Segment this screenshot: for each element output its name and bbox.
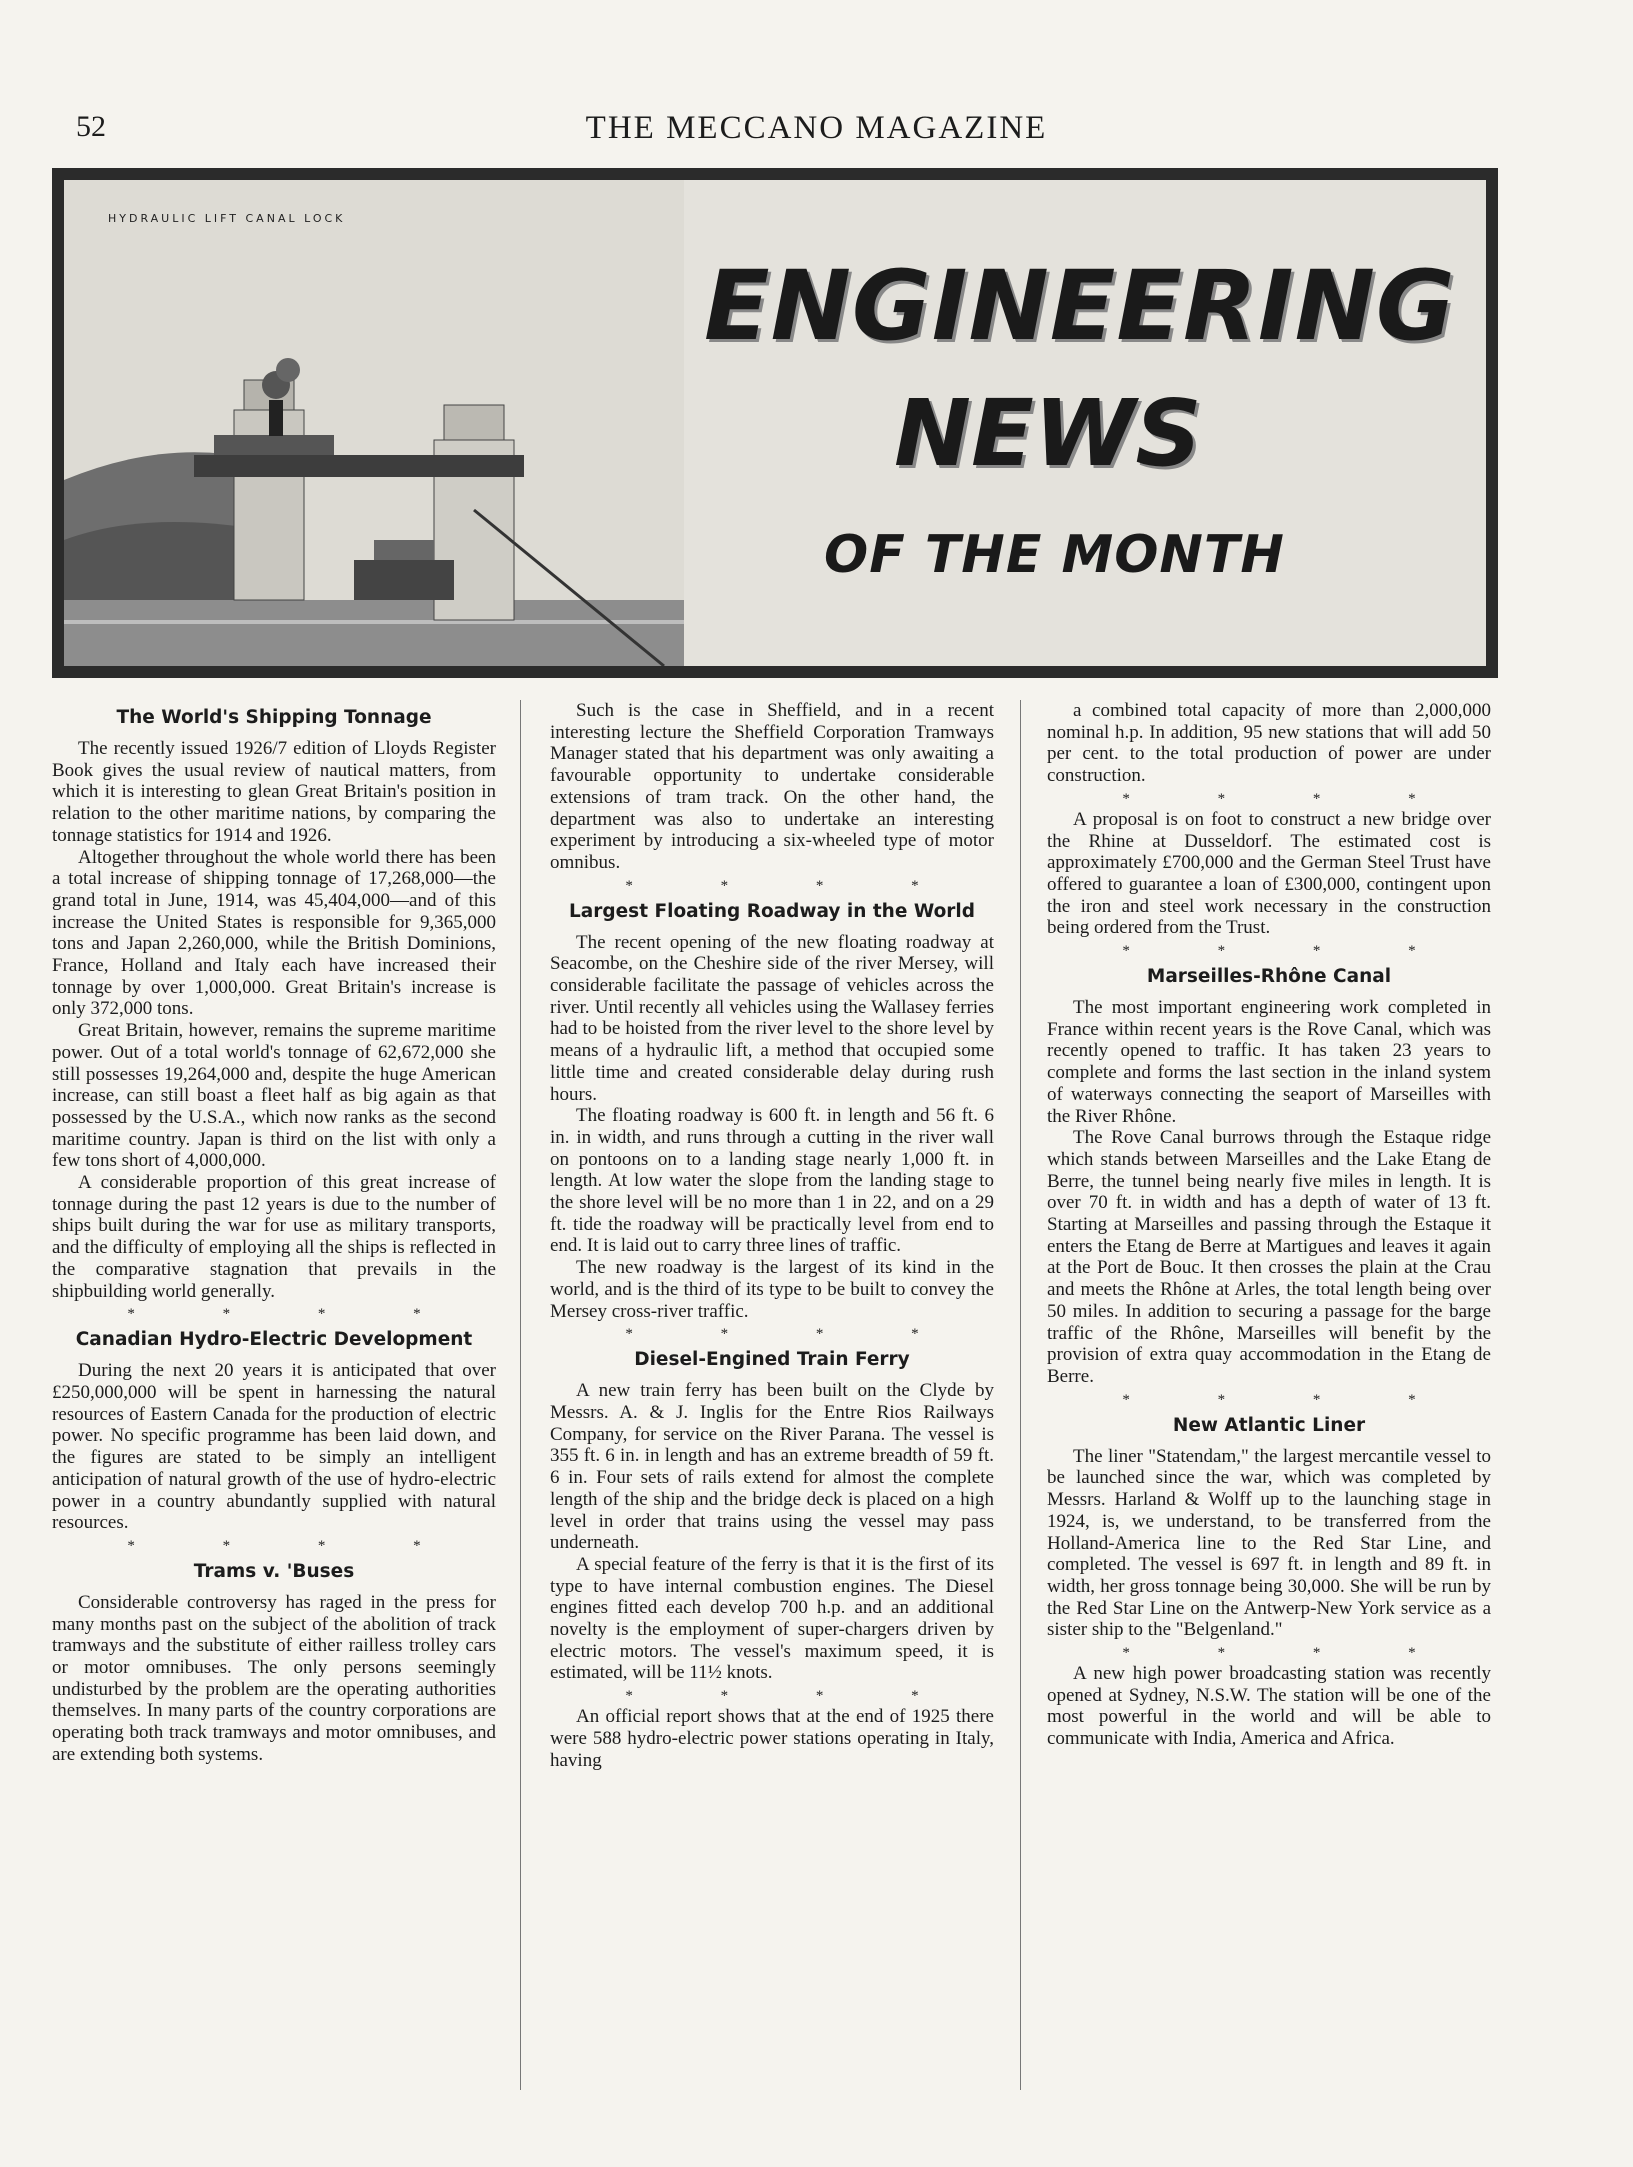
asterisk-separator: * * * * [625,1326,961,1343]
article-paragraph: The new roadway is the largest of its kind in the world, and is the third of its type to be built to convey the Mersey cross-river traffic. [550,1257,994,1322]
article-paragraph: A new high power broadcasting station was recently opened at Sydney, N.S.W. The station will be one of the most powerful in the world and will be able to communicate with India, America and Africa. [1047,1663,1491,1750]
article-paragraph: Great Britain, however, remains the supreme maritime power. Out of a total world's tonnage of 62,672,000 she still possesses 19,264,000 and, despite the huge American increase, can still boast a fleet half as big again as that possessed by the U.S.A., which now ranks as the second maritime country. Japan is third on the list with only a few tons short of 4,000,000. [52,1020,496,1172]
article-paragraph: A new train ferry has been built on the Clyde by Messrs. A. & J. Inglis for the Entre Rios Railways Company, for service on the River Parana. The vessel is 355 ft. 6 in. in length and has an extreme breadth of 59 ft. 6 in. Four sets of rails extend for almost the complete length of the ship and the bridge deck is placed on a high level in order that trains using the vessel may pass underneath. [550,1380,994,1554]
asterisk-separator: * * * * [625,1688,961,1705]
page-number: 52 [76,110,106,143]
asterisk-separator: * * * * [1122,1391,1458,1408]
article-paragraph: The recently issued 1926/7 edition of Lloyds Register Book gives the usual review of nautical matters, from which it is interesting to glean Great Britain's position in relation to the other maritime nations, by comparing the tonnage statistics for 1914 and 1926. [52,738,496,846]
article-paragraph: The floating roadway is 600 ft. in length and 56 ft. 6 in. in width, and runs through a cutting in the river wall on pontoons on to a landing stage nearly 1,000 ft. in length. At low water the slope from the landing stage to the shore level will be no more than 1 in 22, and on a 29 ft. tide the roadway will be practically level from end to end. It is laid out to carry three lines of traffic. [550,1105,994,1257]
section-heading: The World's Shipping Tonnage [116,707,432,728]
article-paragraph: The most important engineering work completed in France within recent years is the Rove Canal, which was recently opened to traffic. It has taken 23 years to complete and forms the last section in the inland system of waterways connecting the seaport of Marseilles with the River Rhône. [1047,997,1491,1127]
banner-caption: HYDRAULIC LIFT CANAL LOCK [108,212,346,225]
column-divider [520,700,521,2090]
article-paragraph: The liner "Statendam," the largest mercantile vessel to be launched since the war, which was completed by Messrs. Harland & Wolff up to the launching stage in 1924, is, we understand, to be transferred from the Holland-America line to the Red Star Line, and completed. The vessel is 697 ft. in length and 89 ft. in width, her gross tonnage being 30,000. She will be run by the Red Star Line on the Antwerp-New York service as a sister ship to the "Belgenland." [1047,1445,1491,1641]
article-paragraph: Considerable controversy has raged in the press for many months past on the subject of the abolition of track tramways and the substitute of either railless trolley cars or motor omnibuses. The only persons seemingly undisturbed by the problem are the operating authorities themselves. In many parts of the country corporations are operating both track tramways and motor omnibuses, and are extending both systems. [52,1591,496,1765]
asterisk-separator: * * * * [1122,1645,1458,1662]
article-paragraph: A considerable proportion of this great increase of tonnage during the past 12 years is due to the number of ships built during the war for use as military transports, and the difficulty of employing all the ships is reflected in the comparative stagnation that prevails in the shipbuilding world generally. [52,1172,496,1302]
article-paragraph: During the next 20 years it is anticipated that over £250,000,000 will be spent in harnessing the natural resources of Eastern Canada for the production of electric power. No specific programme has been laid down, and the figures are stated to be simply an intelligent anticipation of natural growth of the use of hydro-electric power in a country abundantly supplied with natural resources. [52,1360,496,1534]
magazine-title: THE MECCANO MAGAZINE [585,110,1048,146]
headline-engineering: ENGINEERING [704,250,1456,362]
asterisk-separator: * * * * [127,1306,463,1323]
section-heading: Marseilles-Rhône Canal [1146,966,1392,988]
article-paragraph: A special feature of the ferry is that it is the first of its type to have internal combustion engines. The Diesel engines fitted each develop 700 h.p. and an additional novelty is the employment of super-chargers driven by electric motors. The vessel's maximum speed, it is estimated, will be 11½ knots. [550,1553,994,1684]
article-paragraph: a combined total capacity of more than 2,000,000 nominal h.p. In addition, 95 new stations that will add 50 per cent. to the total production of power are under construction. [1047,700,1491,787]
section-heading: Canadian Hydro-Electric Development [75,1329,473,1351]
section-heading: Trams v. 'Buses [193,1560,355,1582]
section-heading: Largest Floating Roadway in the World [569,900,975,922]
header-banner [52,168,1498,678]
article-paragraph: A proposal is on foot to construct a new bridge over the Rhine at Dusseldorf. The estimated cost is approximately £700,000 and the German Steel Trust have offered to guarantee a loan of £300,000, contingent upon the iron and steel work necessary in the construction being ordered from the Trust. [1047,808,1491,939]
asterisk-separator: * * * * [127,1537,463,1554]
article-column-3 [1047,700,1491,2090]
article-paragraph: Altogether throughout the whole world there has been a total increase of shipping tonnage of 17,268,000—the grand total in June, 1914, was 45,404,000—and of this increase the United States is responsible for 9,365,000 tons and Japan 2,260,000, while the British Dominions, France, Holland and Italy each have increased their tonnage by over 1,000,000. Great Britain's increase is only 372,000 tons. [52,846,496,1020]
article-paragraph: The recent opening of the new floating roadway at Seacombe, on the Cheshire side of the river Mersey, will considerable facilitate the passage of vehicles across the river. Until recently all vehicles using the Wallasey ferries had to be hoisted from the river level to the shore level by means of a hydraulic lift, a method that occupied some little time and created considerable delay during rush hours. [550,931,994,1105]
article-column-2 [550,700,994,2090]
asterisk-separator: * * * * [625,877,961,894]
column-divider [1020,700,1021,2090]
headline-of-the-month: OF THE MONTH [824,525,1285,585]
asterisk-separator: * * * * [1122,943,1458,960]
article-paragraph: An official report shows that at the end of 1925 there were 588 hydro-electric power stations operating in Italy, having [550,1706,994,1771]
hydraulic-lift-illustration [64,180,684,666]
asterisk-separator: * * * * [1122,790,1458,807]
article-paragraph: The Rove Canal burrows through the Estaque ridge which stands between Marseilles and the Lake Etang de Berre, the tunnel being nearly five miles in length. It is over 70 ft. in width and has a depth of water of 13 ft. Starting at Marseilles and passing through the Estaque it enters the Etang de Berre at Martigues and leaves it again at the Port de Bouc. It then crosses the plain at the Crau and meets the Rhône at Arles, the total length being over 50 miles. In addition to securing a passage for the barge traffic of the Rhône, Marseilles will benefit by the provision of extra quay accommodation in the Etang de Berre. [1047,1127,1491,1387]
section-heading: Diesel-Engined Train Ferry [634,1349,910,1371]
banner-artwork [64,180,1486,666]
headline-news: NEWS [894,380,1202,487]
article-column-1 [52,700,496,2090]
article-paragraph: Such is the case in Sheffield, and in a recent interesting lecture the Sheffield Corporation Tramways Manager stated that his department was only awaiting a favourable opportunity to undertake considerable extensions of tram track. On the other hand, the department was also to undertake an interesting experiment by introducing a six-wheeled type of motor omnibus. [550,700,994,873]
section-heading: New Atlantic Liner [1172,1414,1366,1436]
